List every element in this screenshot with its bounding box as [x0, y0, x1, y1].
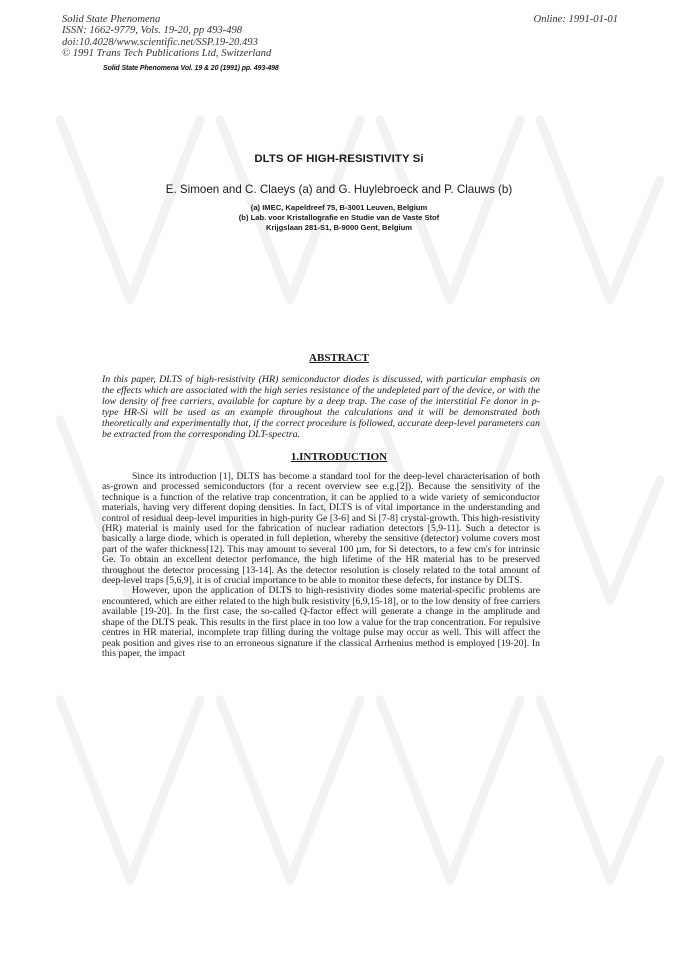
affiliation-a: (a) IMEC, Kapeldreef 75, B-3001 Leuven, Belgium	[250, 203, 428, 212]
journal-reference: Solid State Phenomena Vol. 19 & 20 (1991) pp. 493-498	[103, 65, 279, 72]
affiliation-b-address: Krijgslaan 281-S1, B-9000 Gent, Belgium	[265, 223, 413, 232]
publication-metadata	[62, 14, 271, 60]
introduction-heading: 1.INTRODUCTION	[290, 451, 388, 463]
introduction-paragraph-2: However, upon the application of DLTS to high-resistivity diodes some material-specific problems are encountered, which are either related to the high bulk resistivity [6,9,15-18], or to the low density of free carriers available [19-20]. In the first case, the so-called Q-factor effect will generate a change in the amplitude and shape of the DLTS peak. This results in the first place in too low a value for the trap concentration. For repulsive centres in HR material, incomplete trap filling during the voltage pulse may occur as well. This will affect the peak position and gives rise to an erroneous signature if the classical Arrhenius method is employed [19-20]. In this paper, the impact	[102, 585, 540, 659]
issn-line: ISSN: 1662-9779, Vols. 19-20, pp 493-498	[62, 25, 243, 37]
doi-link[interactable]: doi:10.4028/www.scientific.net/SSP.19-20.493	[62, 36, 258, 48]
authors: E. Simoen and C. Claeys (a) and G. Huylebroeck and P. Clauws (b)	[165, 183, 513, 196]
abstract-text: In this paper, DLTS of high-resistivity (HR) semiconductor diodes is discussed, with particular emphasis on the effects which are associated with the high series resistance of the undepleted part of the device, or with the low density of free carriers, available for capture by a deep trap. The case of the interstitial Fe donor in p-type HR-Si will be used as an example throughout the calculations and it will be demonstrated both theoretically and experimentally that, if the correct procedure is followed, accurate deep-level parameters can be extracted from the corresponding DLT-spectra.	[102, 374, 540, 441]
online-date: Online: 1991-01-01	[533, 14, 618, 25]
copyright-line: © 1991 Trans Tech Publications Ltd, Switzerland	[62, 48, 272, 60]
abstract-heading: ABSTRACT	[309, 352, 369, 364]
introduction-body	[102, 472, 540, 659]
affiliation-b: (b) Lab. voor Kristallografie en Studie van de Vaste Stof	[238, 213, 440, 222]
journal-name: Solid State Phenomena	[62, 14, 161, 25]
introduction-paragraph-1: Since its introduction [1], DLTS has become a standard tool for the deep-level characterisation of both as-grown and processed semiconductors (for a recent overview see e.g.[2]). Because the sensitivity of the technique is a function of the relative trap concentration, it can be applied to a wide variety of semiconductor materials, having very different doping densities. In fact, DLTS is of vital importance in the understanding and control of residual deep-level impurities in high-purity Ge [3-6] and Si [7-8] crystal-growth. This high-resistivity (HR) material is mainly used for the fabrication of nuclear radiation detectors [5,9-11]. Such a detector is basically a large diode, which is operated in full depletion, whereby the sensitive (detector) volume covers most part of the wafer thickness[12]. This may amount to several 100 µm, for Si detectors, to a few cm's for intrinsic Ge. To obtain an excellent detector perfomance, the high lifetime of the HR material has to be preserved throughout the detector processing [13-14]. As the detector resolution is closely related to the total amount of deep-level traps [5,6,9], it is of crucial importance to be able to monitor these defects, for instance by DLTS.	[102, 471, 540, 587]
paper-title: DLTS OF HIGH-RESISTIVITY Si	[254, 153, 424, 165]
